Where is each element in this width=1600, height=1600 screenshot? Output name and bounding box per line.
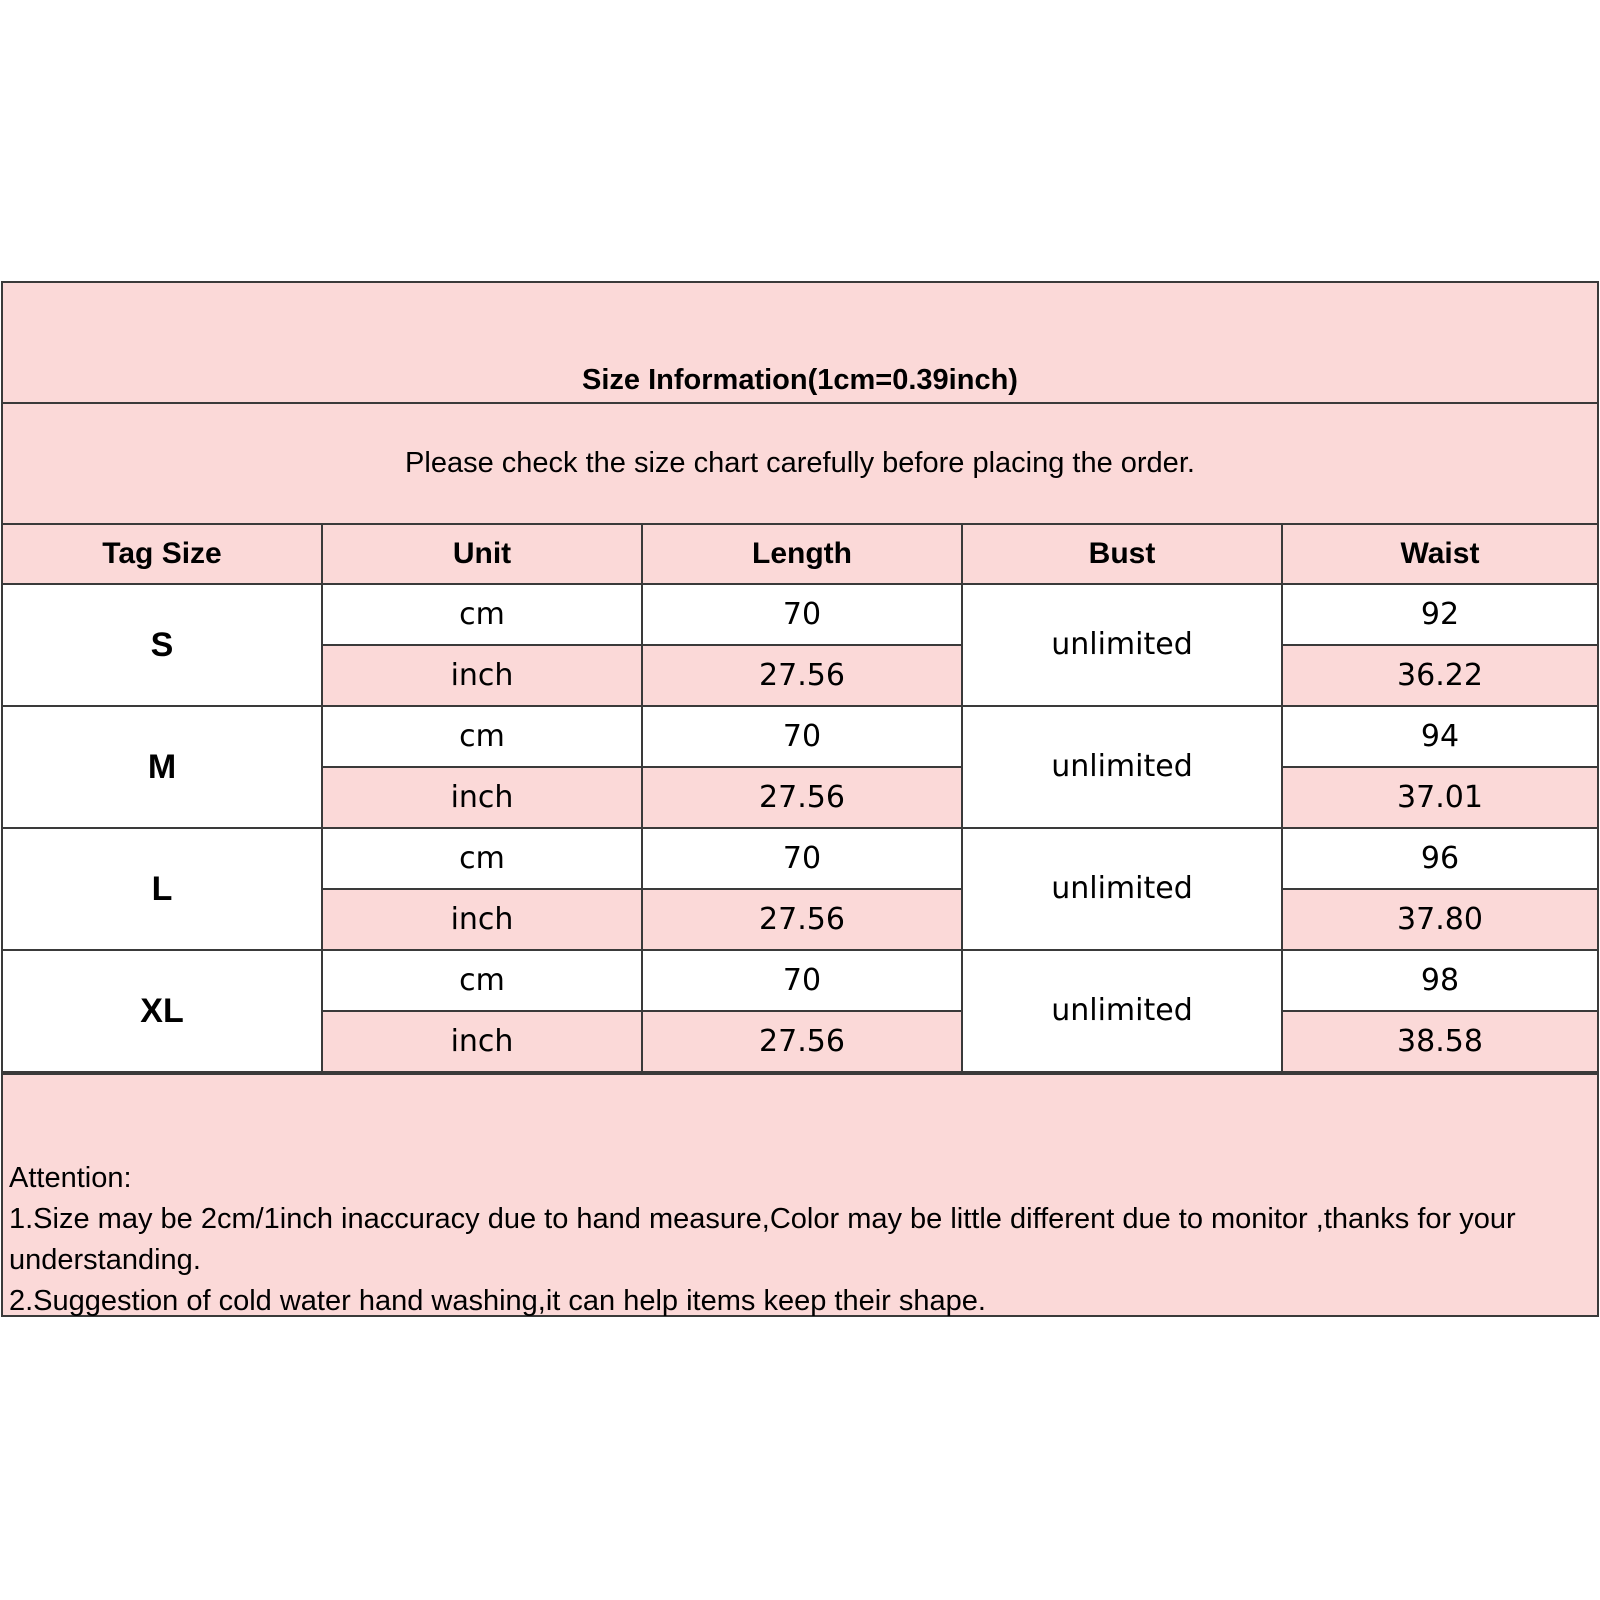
waist-inch: 37.01: [1281, 766, 1599, 829]
length-cm: 70: [641, 705, 963, 768]
header-unit: Unit: [321, 523, 643, 585]
length-inch: 27.56: [641, 888, 963, 951]
waist-cm: 92: [1281, 583, 1599, 646]
waist-inch: 38.58: [1281, 1010, 1599, 1073]
unit-inch: inch: [321, 1010, 643, 1073]
header-tag-size: Tag Size: [1, 523, 323, 585]
waist-cm: 94: [1281, 705, 1599, 768]
length-inch: 27.56: [641, 644, 963, 707]
unit-cm: cm: [321, 827, 643, 890]
waist-cm: 98: [1281, 949, 1599, 1012]
tag-size-xl: XL: [1, 949, 323, 1073]
unit-cm: cm: [321, 705, 643, 768]
bust-value: unlimited: [961, 827, 1283, 951]
bust-value: unlimited: [961, 949, 1283, 1073]
length-inch: 27.56: [641, 766, 963, 829]
header-waist: Waist: [1281, 523, 1599, 585]
bust-value: unlimited: [961, 583, 1283, 707]
length-cm: 70: [641, 827, 963, 890]
order-notice: Please check the size chart carefully before placing the order.: [1, 402, 1599, 525]
header-length: Length: [641, 523, 963, 585]
unit-inch: inch: [321, 766, 643, 829]
chart-title: Size Information(1cm=0.39inch): [1, 281, 1599, 404]
unit-cm: cm: [321, 583, 643, 646]
attention-note: 2.Suggestion of cold water hand washing,it can help items keep their shape.: [9, 1285, 986, 1317]
unit-cm: cm: [321, 949, 643, 1012]
length-cm: 70: [641, 949, 963, 1012]
waist-inch: 37.80: [1281, 888, 1599, 951]
unit-inch: inch: [321, 644, 643, 707]
length-inch: 27.56: [641, 1010, 963, 1073]
attention-notes: [1, 1073, 1599, 1317]
tag-size-s: S: [1, 583, 323, 707]
attention-note: 1.Size may be 2cm/1inch inaccuracy due to hand measure,Color may be little different due to monitor ,thanks for your understanding.: [9, 1203, 1516, 1276]
tag-size-m: M: [1, 705, 323, 829]
header-bust: Bust: [961, 523, 1283, 585]
waist-inch: 36.22: [1281, 644, 1599, 707]
bust-value: unlimited: [961, 705, 1283, 829]
tag-size-l: L: [1, 827, 323, 951]
length-cm: 70: [641, 583, 963, 646]
size-chart: [1, 281, 1599, 1317]
attention-heading: Attention:: [9, 1162, 132, 1194]
waist-cm: 96: [1281, 827, 1599, 890]
unit-inch: inch: [321, 888, 643, 951]
